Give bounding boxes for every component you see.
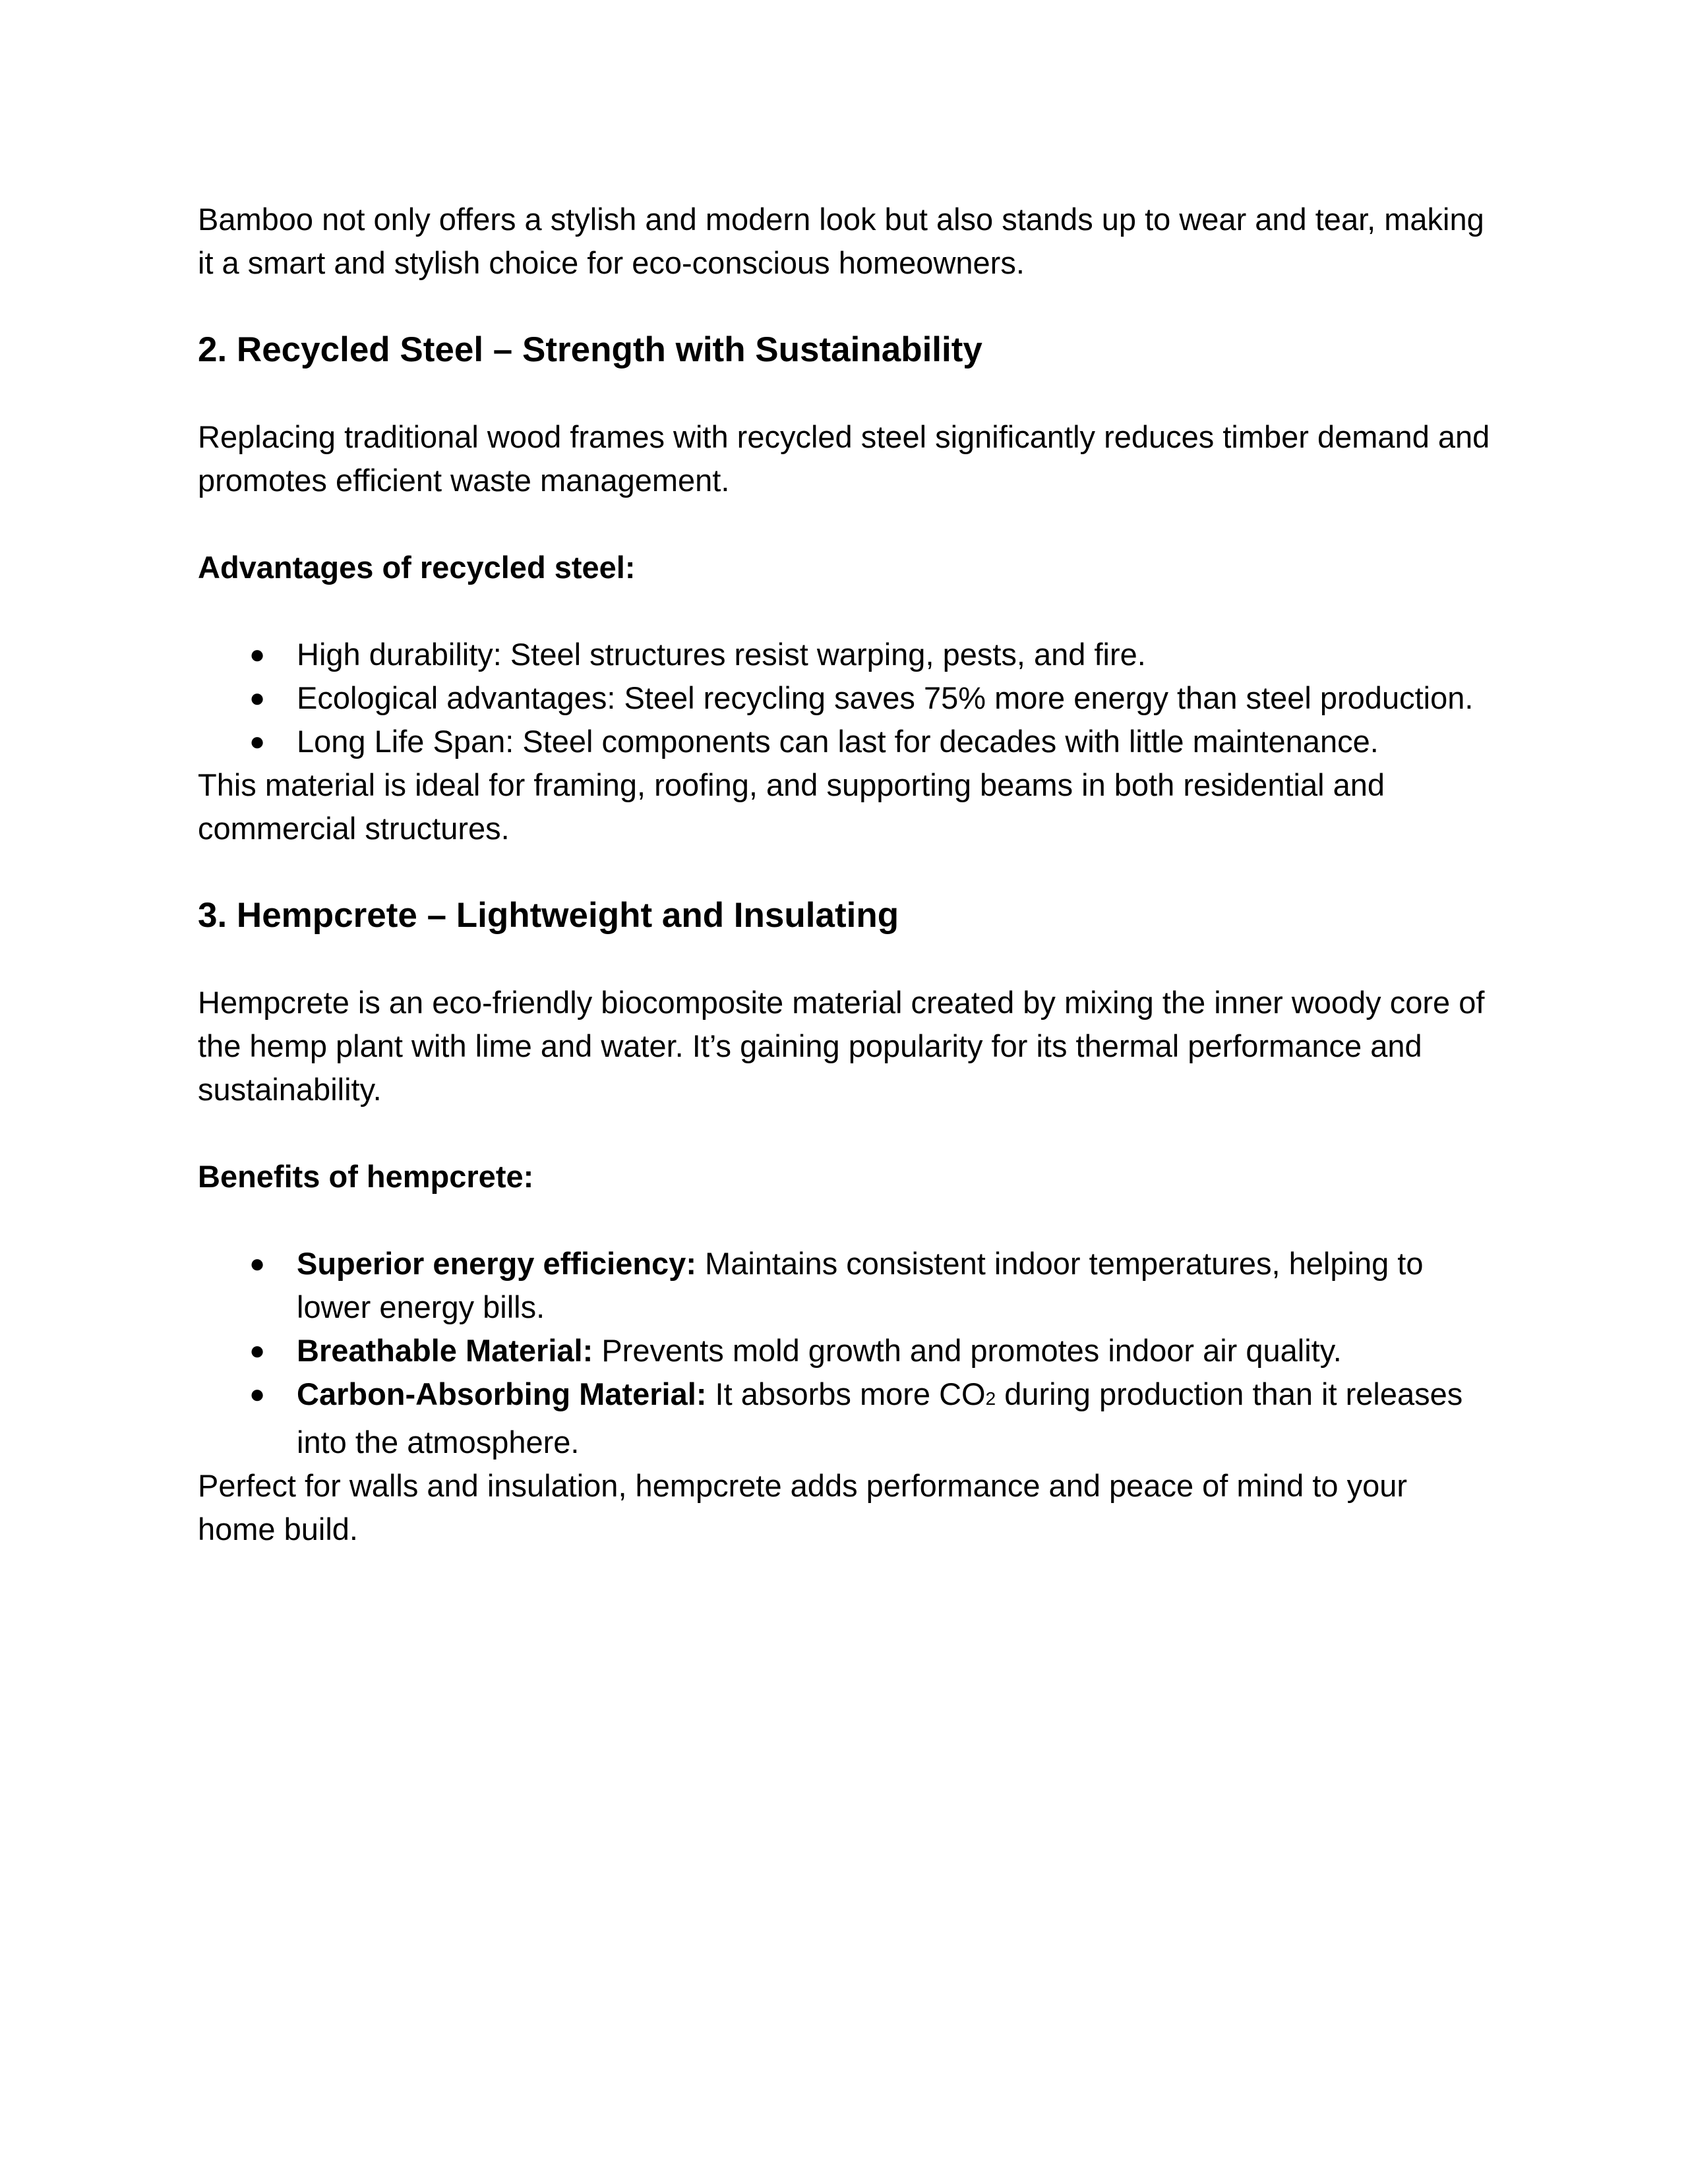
list-item-label: Superior energy efficiency: xyxy=(297,1246,696,1281)
steel-paragraph: Replacing traditional wood frames with recycled steel significantly reduces timber demand and promotes efficient waste management. xyxy=(198,419,1490,498)
intro-paragraph: Bamboo not only offers a stylish and modern look but also stands up to wear and tear, making it a smart and stylish choice for eco-conscious homeowners. xyxy=(198,202,1484,280)
list-item xyxy=(198,1329,1490,1372)
hempcrete-closing-paragraph: Perfect for walls and insulation, hempcrete adds performance and peace of mind to your home build. xyxy=(198,1468,1408,1547)
list-item xyxy=(198,720,1490,763)
list-item xyxy=(198,1242,1490,1329)
section-heading-recycled-steel: 2. Recycled Steel – Strength with Sustainability xyxy=(198,330,982,369)
list-item-text: Ecological advantages: Steel recycling saves 75% more energy than steel production. xyxy=(297,680,1474,715)
list-item xyxy=(198,1372,1490,1464)
list-item-label: Carbon-Absorbing Material: xyxy=(297,1376,707,1411)
hempcrete-bullet-list xyxy=(198,1242,1490,1464)
bullet-icon: ● xyxy=(249,640,266,669)
section-heading-hempcrete: 3. Hempcrete – Lightweight and Insulating xyxy=(198,896,899,935)
co2-subscript: 2 xyxy=(985,1388,996,1409)
bullet-icon: ● xyxy=(249,1380,266,1409)
list-item-text: It absorbs more CO xyxy=(706,1376,986,1411)
bullet-icon: ● xyxy=(249,1336,266,1365)
list-item-text: Prevents mold growth and promotes indoor air quality. xyxy=(593,1333,1342,1368)
list-item xyxy=(198,633,1490,676)
list-item-text: Long Life Span: Steel components can last for decades with little maintenance. xyxy=(297,724,1379,759)
steel-subheading: Advantages of recycled steel: xyxy=(198,550,636,585)
bullet-icon: ● xyxy=(249,1249,266,1278)
bullet-icon: ● xyxy=(249,727,266,756)
document-page xyxy=(198,198,1490,1551)
bullet-icon: ● xyxy=(249,684,266,713)
steel-bullet-list xyxy=(198,633,1490,763)
list-item-text: High durability: Steel structures resist warping, pests, and fire. xyxy=(297,637,1146,672)
steel-closing-paragraph: This material is ideal for framing, roofing, and supporting beams in both residential and commercial structures. xyxy=(198,767,1385,846)
list-item-text: during production than it releases into the atmosphere. xyxy=(297,1376,1463,1460)
hempcrete-subheading: Benefits of hempcrete: xyxy=(198,1159,534,1194)
hempcrete-paragraph: Hempcrete is an eco-friendly biocomposite material created by mixing the inner woody core of the hemp plant with lime and water. It’s gaining popularity for its thermal performance and sustainability. xyxy=(198,985,1485,1107)
list-item xyxy=(198,676,1490,720)
list-item-label: Breathable Material: xyxy=(297,1333,593,1368)
list-item-text: Maintains consistent indoor temperatures, helping to lower energy bills. xyxy=(297,1246,1424,1324)
